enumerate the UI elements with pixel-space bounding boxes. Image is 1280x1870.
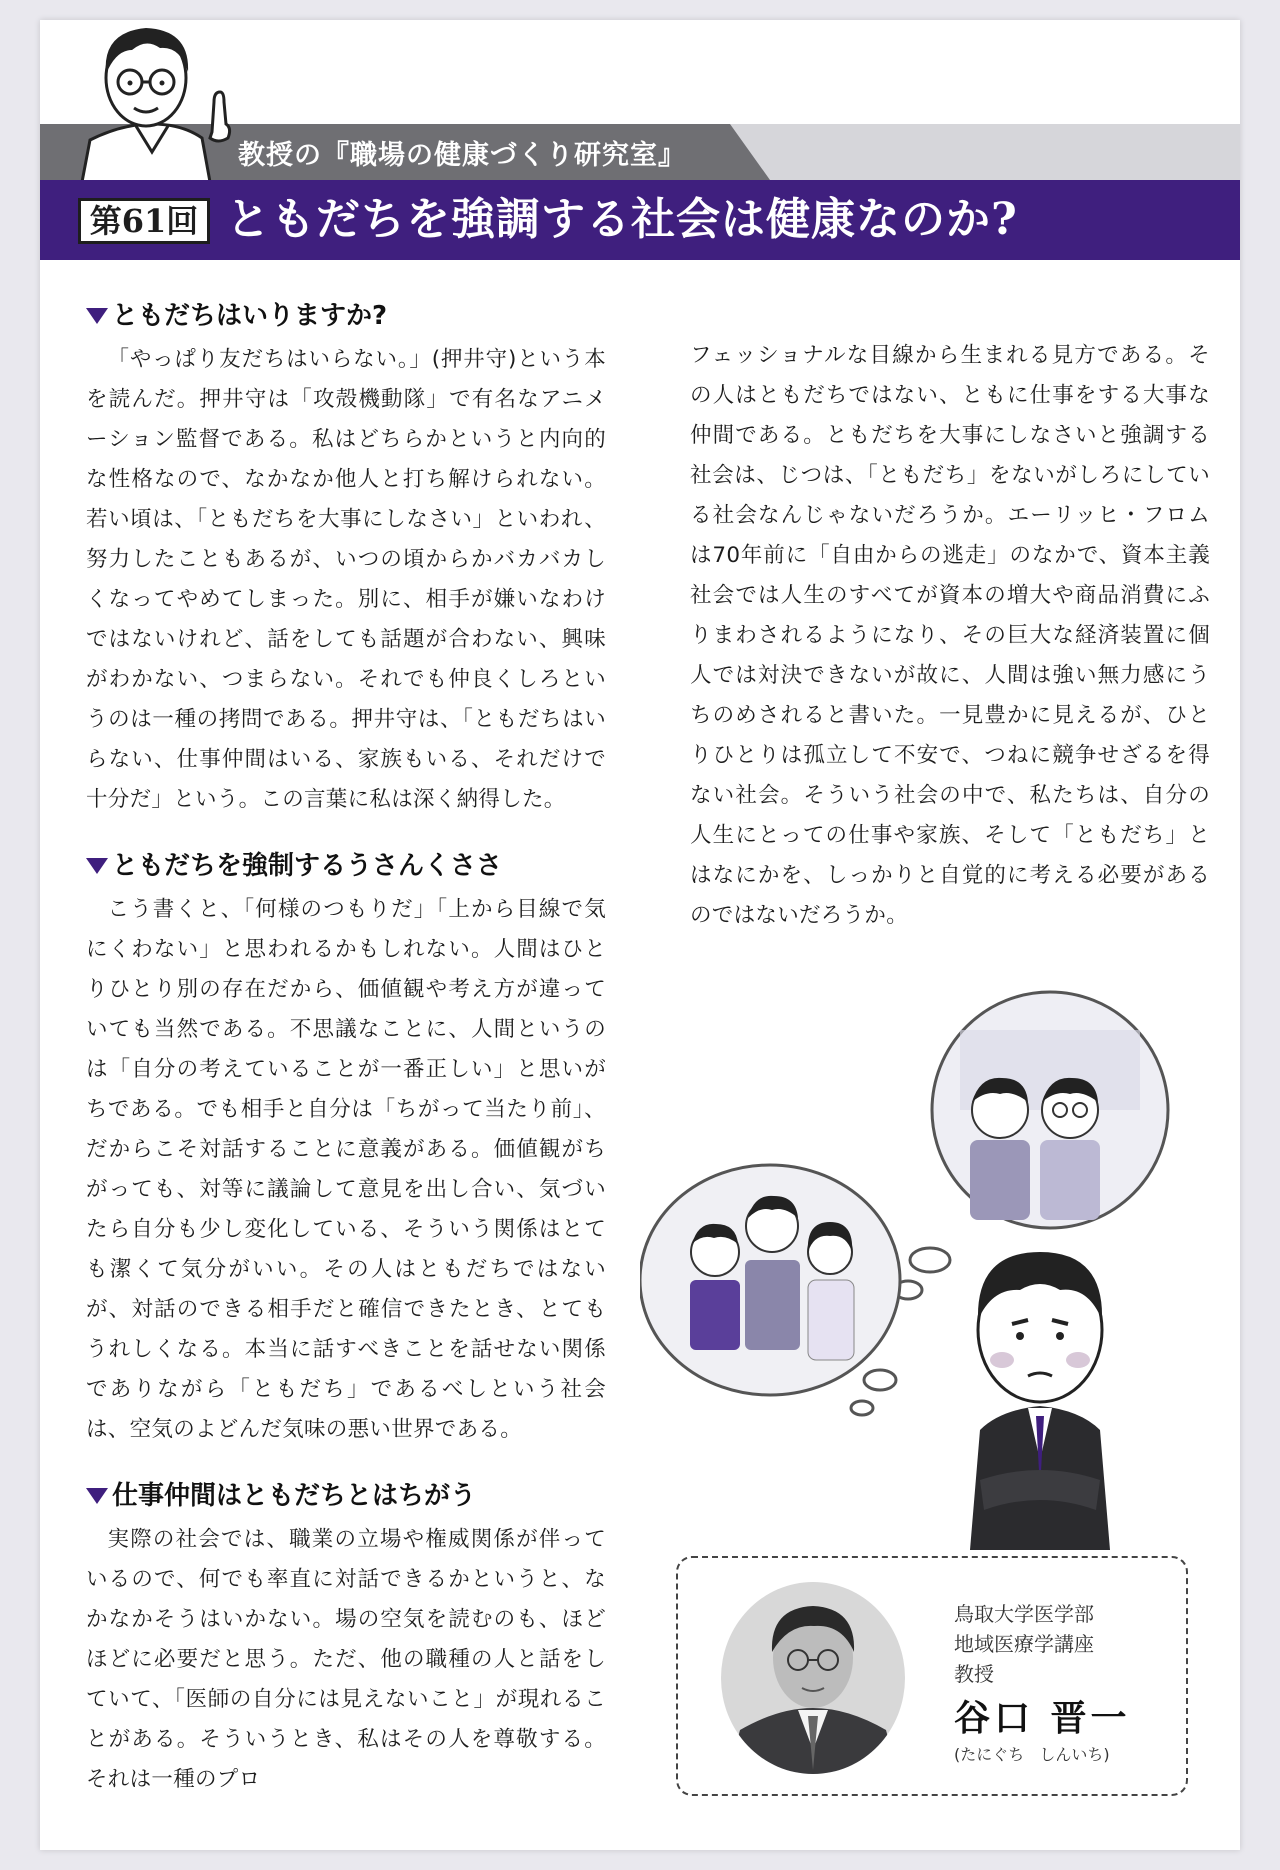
triangle-bullet-icon [86, 1488, 108, 1504]
section-paragraph: 実際の社会では、職業の立場や権威関係が伴っているので、何でも率直に対話できるかというと、なかなかそうはいかない。場の空気を読むのも、ほどほどに必要だと思う。ただ、他の職種の人と話をしていて、「医師の自分には見えないこと」が現れることがある。そういうとき、私はその人を尊敬する。それは一種のプロ [86, 1527, 606, 1792]
section-paragraph: こう書くと、「何様のつもりだ」「上から目線で気にくわない」と思われるかもしれない。人間はひとりひとり別の存在だから、価値観や考え方が違っていても当然である。不思議なことに、人間というのは「自分の考えていることが一番正しい」と思いがちである。でも相手と自分は「ちがって当たり前」、だからこそ対話することに意義がある。価値観がちがっても、対等に議論して意見を出し合い、気づいたら自分も少し変化している、そういう関係はとても潔くて気分がいい。その人はともだちではないが、対話のできる相手だと確信できたとき、とてもうれしくなる。本当に話すべきことを話せない関係でありながら「ともだち」であるべしという社会は、空気のよどんだ気味の悪い世界である。 [86, 897, 606, 1442]
author-name: 谷口 晋一 [954, 1697, 1131, 1739]
author-card [676, 1556, 1188, 1796]
coworker-right-icon [1040, 1078, 1100, 1220]
thought-bubbles-illustration [640, 990, 1220, 1550]
continued-paragraph: フェッショナルな目線から生まれる見方である。その人はともだちではない、ともに仕事をする大事な仲間である。ともだちを大事にしなさいと強調する社会は、じつは、「ともだち」をないがしろにしている社会なんじゃないだろうか。エーリッヒ・フロムは70年前に「自由からの逃走」のなかで、資本主義社会では人生のすべてが資本の増大や商品消費にふりまわされるようになり、その巨大な経済装置に個人では対決できないが故に、人間は強い無力感にうちのめされると書いた。一見豊かに見えるが、ひとりひとりは孤立して不安で、つねに競争せざるを得ない社会。そういう社会の中で、私たちは、自分の人生にとっての仕事や家族、そして「ともだち」とはなにかを、しっかりと自覚的に考える必要があるのではないだろうか。 [690, 343, 1210, 928]
triangle-bullet-icon [86, 308, 108, 324]
author-affiliation: 鳥取大学医学部 [954, 1602, 1094, 1626]
section-paragraph: 「やっぱり友だちはいらない。」(押井守)という本を読んだ。押井守は「攻殻機動隊」で有名なアニメーション監督である。私はどちらかというと内向的な性格なので、なかなか他人と打ち解けられない。若い頃は、「ともだちを大事にしなさい」といわれ、努力したこともあるが、いつの頃からかバカバカしくなってやめてしまった。別に、相手が嫌いなわけではないけれど、話をしても話題が合わない、興味がわかない、つまらない。それでも仲良くしろというのは一種の拷問である。押井守は、「ともだちはいらない、仕事仲間はいる、家族もいる、それだけで十分だ」という。この言葉に私は深く納得した。 [86, 347, 606, 812]
coworker-left-icon [970, 1078, 1030, 1220]
section-heading [86, 846, 606, 886]
friend-icon-2 [745, 1196, 800, 1350]
author-position: 教授 [954, 1662, 994, 1686]
section-heading [86, 296, 606, 336]
thinking-man-icon [970, 1252, 1110, 1550]
article-title: ともだちを強調する社会は健康なのか? [226, 194, 1018, 245]
triangle-bullet-icon [86, 858, 108, 874]
right-column [690, 336, 1210, 936]
section-heading-text: 仕事仲間はともだちとはちがう [112, 1481, 477, 1511]
left-column [86, 296, 606, 1800]
author-name-kana: (たにぐち しんいち) [954, 1745, 1110, 1764]
section-heading [86, 1476, 606, 1516]
section-heading-text: ともだちを強制するうさんくささ [112, 851, 503, 881]
author-department: 地域医療学講座 [954, 1632, 1094, 1656]
author-portrait-icon [718, 1580, 908, 1776]
professor-cartoon-icon [62, 12, 242, 182]
series-title: 教授の『職場の健康づくり研究室』 [238, 140, 686, 171]
friend-icon-3 [808, 1222, 854, 1360]
section-heading-text: ともだちはいりますか? [112, 301, 388, 331]
friend-icon-1 [690, 1224, 740, 1350]
episode-badge: 第61回 [78, 198, 210, 244]
